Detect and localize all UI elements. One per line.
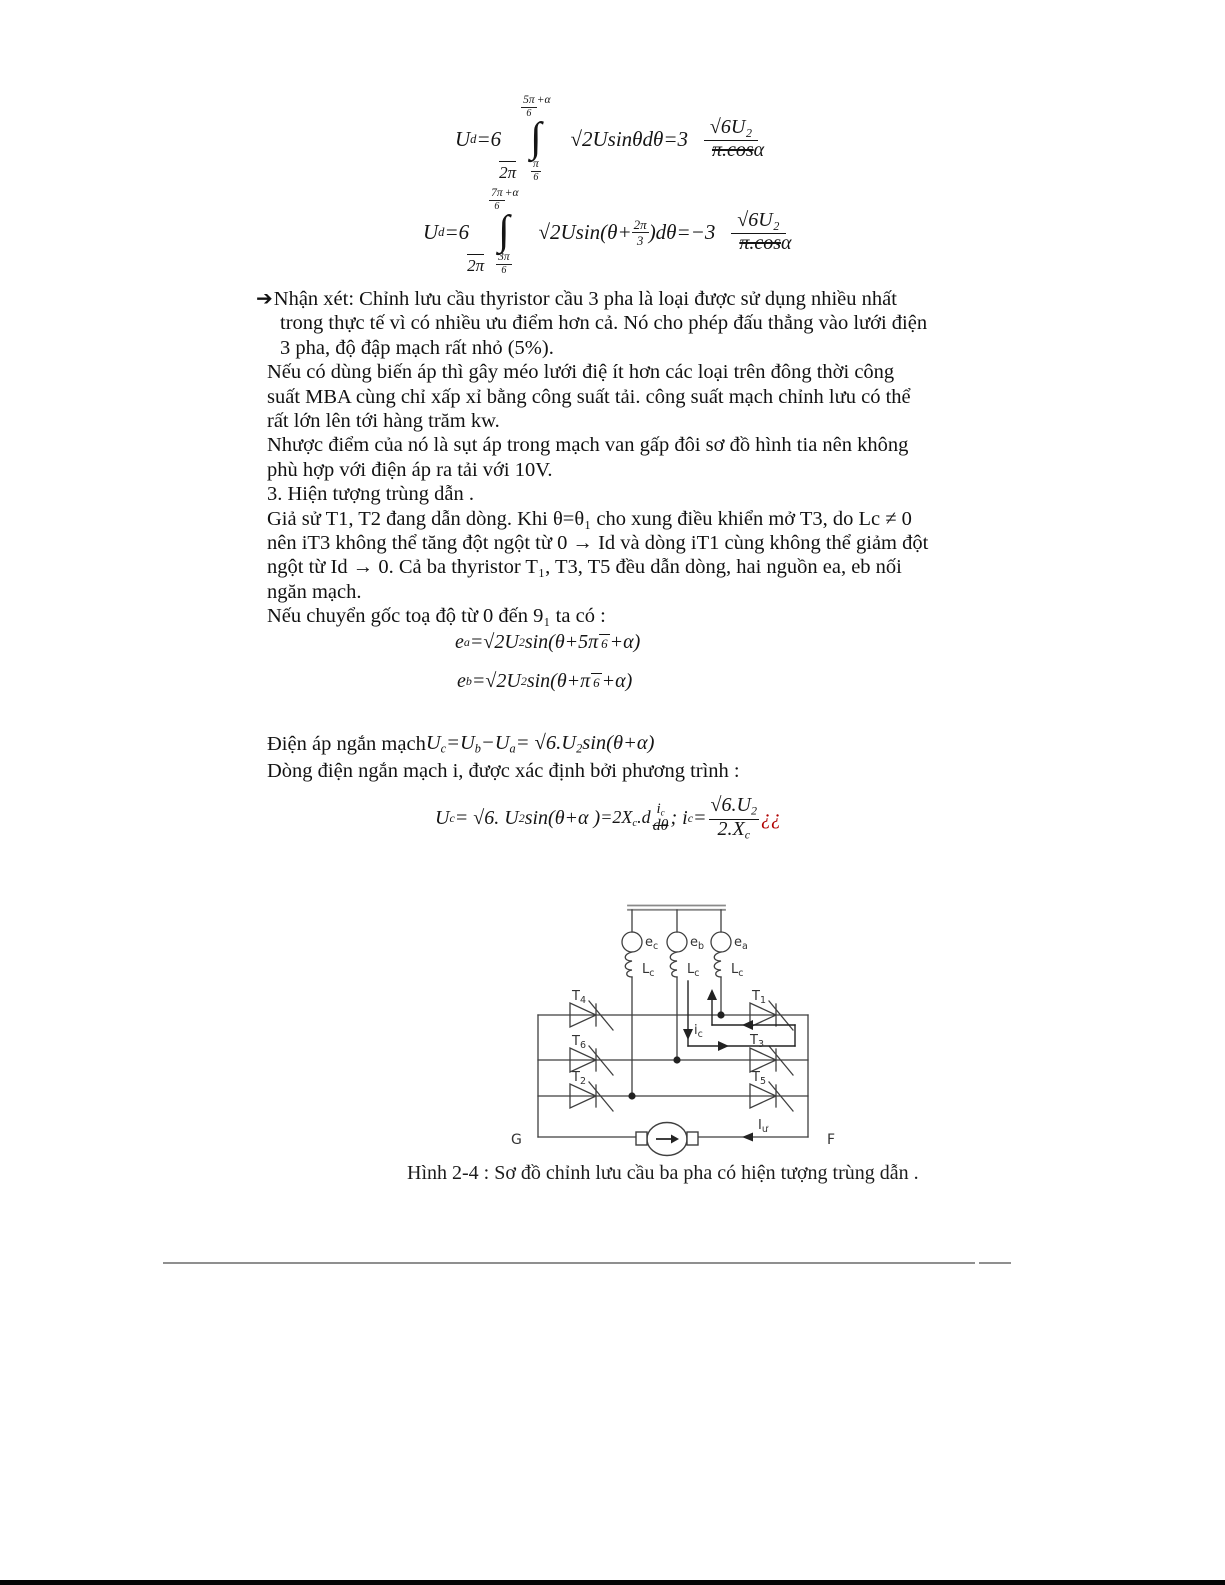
paragraph-line-text: Nhận xét: Chỉnh lưu cầu thyristor cầu 3 pha là loại được sử dụng nhiều nhất [273, 288, 897, 310]
formula-lhs: U [455, 126, 471, 151]
paragraph-line [256, 287, 976, 311]
formula-den: 6 [593, 674, 600, 690]
paragraph-line: trong thực tế vì có nhiều ưu điểm hơn cả. Nó cho phép đấu thẳng vào lưới điện [280, 312, 928, 335]
thyristors [570, 1001, 793, 1111]
paragraph-line: ngột từ Id → 0. Cả ba thyristor T₁, T3, T5 đều dẫn dòng, hai nguồn ea, eb nối [267, 556, 902, 579]
formula-tail: +α) [601, 670, 633, 692]
inner-fraction: $\frac{2\pi}{3}$ [633, 216, 647, 248]
terminal-g-label: G [511, 1132, 522, 1148]
terminal-f-label: F [827, 1132, 836, 1148]
formula-eb [457, 670, 632, 693]
integrand-tail: )dθ=−3 [648, 219, 716, 244]
formula-coef-den: 2π [467, 256, 485, 275]
formula-sqrt: √2U [483, 631, 519, 653]
formula-lhs: e [457, 670, 466, 692]
thyristor-t5-label: $T_5$ [752, 1070, 766, 1087]
paragraph-line: phù hợp với điện áp ra tải với 10V. [267, 458, 553, 481]
formula-u-sub: 2 [518, 810, 525, 825]
thyristor-t6-label: $T_6$ [572, 1034, 586, 1051]
source-ea-label: $e_a$ [734, 935, 748, 952]
motor-symbol [636, 1123, 698, 1156]
source-eb-label: $e_b$ [690, 935, 705, 952]
thyristor-t4-label: $T_4$ [572, 989, 586, 1006]
inductor-lc-a [714, 952, 721, 977]
nhan-xet-paragraph [256, 287, 976, 629]
inductor-lc-label: $L_c$ [731, 962, 744, 979]
paragraph-line: Nhược điểm của nó là sụt áp trong mạch van gấp đôi sơ đồ hình tia nên không [267, 434, 909, 457]
arrow-up [707, 989, 717, 1000]
arrow-left [742, 1020, 753, 1030]
integrand: √2Usinθdθ=3 [570, 126, 688, 151]
paragraph-line: Nếu chuyển gốc toạ độ từ 0 đến 9₁ ta có : [267, 605, 606, 628]
arrow-down-ic [683, 1029, 693, 1040]
section-heading: 3. Hiện tượng trùng dẫn . [267, 483, 474, 506]
formula-eq: = [469, 631, 484, 653]
inductor-lc-label: $L_c$ [687, 962, 700, 979]
formula-body: sin(θ+π [526, 670, 591, 692]
result-fraction: $\frac{\text{√6U₂}}{\pi.\cos\alpha}$ [725, 210, 791, 254]
junction-dot-b [673, 1056, 680, 1063]
iu-current-label: $I_ư$ [758, 1118, 768, 1135]
formula-u-sub: 2 [520, 674, 527, 688]
junction-dot-a [717, 1011, 724, 1018]
formula-lhs-sub: c [449, 810, 455, 825]
sentence-dong [267, 760, 740, 783]
inductor-lc-c [625, 952, 632, 977]
formula-superscript: $=2X_c.d$ [600, 806, 651, 829]
integral-sign: ∫ [498, 208, 510, 255]
loop-arrowheads [683, 989, 753, 1051]
source-ec [622, 932, 642, 952]
formula-ud-1 [455, 93, 764, 185]
thyristor-t3-label: $T_3$ [750, 1033, 764, 1050]
source-ec-label: $e_c$ [645, 935, 659, 952]
circuit-diagram [495, 893, 855, 1165]
integral-upper-limit: 5π 6 +α [523, 93, 551, 120]
paragraph-line: nên iT3 không thể tăng đột ngột từ 0 → Id và dòng iT1 cùng không thể giảm đột [267, 532, 929, 555]
formula-lhs: U [435, 806, 450, 829]
formula-body: sin(θ+5π [524, 631, 599, 653]
formula-lhs-sub: d [438, 224, 445, 239]
formula-eq: =6 [444, 219, 470, 244]
sentence-text: Dòng điện ngắn mạch i, được xác định bởi phương trình : [267, 760, 740, 782]
formula-sin: sin(θ+α ) [524, 806, 601, 829]
formula-mid: ; i [670, 806, 688, 829]
paragraph-line: suất MBA cùng chỉ xấp xỉ bằng công suất tải. công suất mạch chỉnh lưu có thể [267, 385, 911, 408]
integral-sign: ∫ [530, 115, 542, 162]
inductor-lc-label: $L_c$ [642, 962, 655, 979]
integral-lower-limit: 3π 6 [498, 250, 510, 277]
horizontal-divider [163, 1262, 975, 1264]
formula-lhs: U [423, 219, 439, 244]
load-current-arrow [742, 1133, 753, 1142]
formula-ud-2 [423, 186, 792, 278]
formula-eq: = [471, 670, 486, 692]
paragraph-line: Giả sử T1, T2 đang dẫn dòng. Khi θ=θ₁ cho xung điều khiển mở T3, do Lc ≠ 0 [267, 507, 912, 530]
thyristor-t2-label: $T_2$ [572, 1070, 586, 1087]
paragraph-line: ngăn mạch. [267, 580, 362, 603]
horizontal-divider-dash [979, 1262, 1011, 1264]
inductor-lc-b [670, 952, 677, 977]
arrow-bullet-icon: ➔ [256, 288, 273, 310]
integral-lower-limit: π 6 [532, 157, 539, 184]
source-eb [667, 932, 687, 952]
integrand: √2Usin(θ+ [538, 219, 632, 244]
formula-eq: =6 [476, 126, 502, 151]
paragraph-line: Nếu có dùng biến áp thì gây méo lưới điệ ít hơn các loại trên đông thời công [267, 361, 895, 384]
formula-sqrt: √2U [485, 670, 521, 692]
formula-u-sub: 2 [518, 635, 525, 649]
phase-branches [622, 910, 731, 1096]
formula-eq: = √6. U [454, 806, 519, 829]
ic-fraction: $\frac{√6.U_2}{2.X_c}$ [710, 794, 757, 842]
thyristor-t1-label: $T_1$ [752, 989, 766, 1006]
formula-ic: U c = √6. U 2 sin(θ+α ) $=2X_c.d$ $i_c$ dθ ; i c = $\frac{√6.U_2}{2.X_c}$ ¿¿ [435, 794, 781, 842]
integral-block [521, 95, 550, 184]
formula-lhs-sub: b [465, 674, 472, 688]
arrow-right [718, 1041, 729, 1051]
result-fraction: $\frac{\text{√6U₂}}{\pi.\cos\alpha}$ [698, 117, 764, 161]
page-bottom-edge [0, 1580, 1225, 1585]
sentence-label: Điện áp ngắn mạch [267, 732, 426, 755]
figure-caption: Hình 2-4 : Sơ đồ chỉnh lưu cầu ba pha có hiện tượng trùng dẫn . [407, 1162, 919, 1184]
paragraph-line: rất lớn lên tới hàng trăm kw. [267, 410, 500, 433]
formula-lhs-sub: d [470, 131, 477, 146]
formula-tail: +α) [609, 631, 641, 653]
formula-lhs-sub: a [463, 635, 470, 649]
source-ea [711, 932, 731, 952]
formula-den: 6 [601, 635, 608, 651]
integral-block [489, 188, 518, 277]
didt-stack: $i_c$ dθ [652, 800, 669, 835]
integral-upper-limit: 7π 6 +α [491, 186, 519, 213]
sentence-uc [267, 732, 655, 756]
red-placeholder-glyphs: ¿¿ [760, 806, 781, 829]
ic-current-label: $i_c$ [694, 1023, 703, 1040]
formula-lhs: e [455, 631, 464, 653]
junction-dot-c [628, 1092, 635, 1099]
uc-formula: $U_c=U_b-U_a= √6.U_2\sin(\theta+\alpha)$ [425, 732, 655, 756]
formula-coef-den: 2π [499, 163, 517, 182]
formula-ea [455, 631, 640, 654]
paragraph-line: 3 pha, độ đập mạch rất nhỏ (5%). [280, 336, 554, 359]
